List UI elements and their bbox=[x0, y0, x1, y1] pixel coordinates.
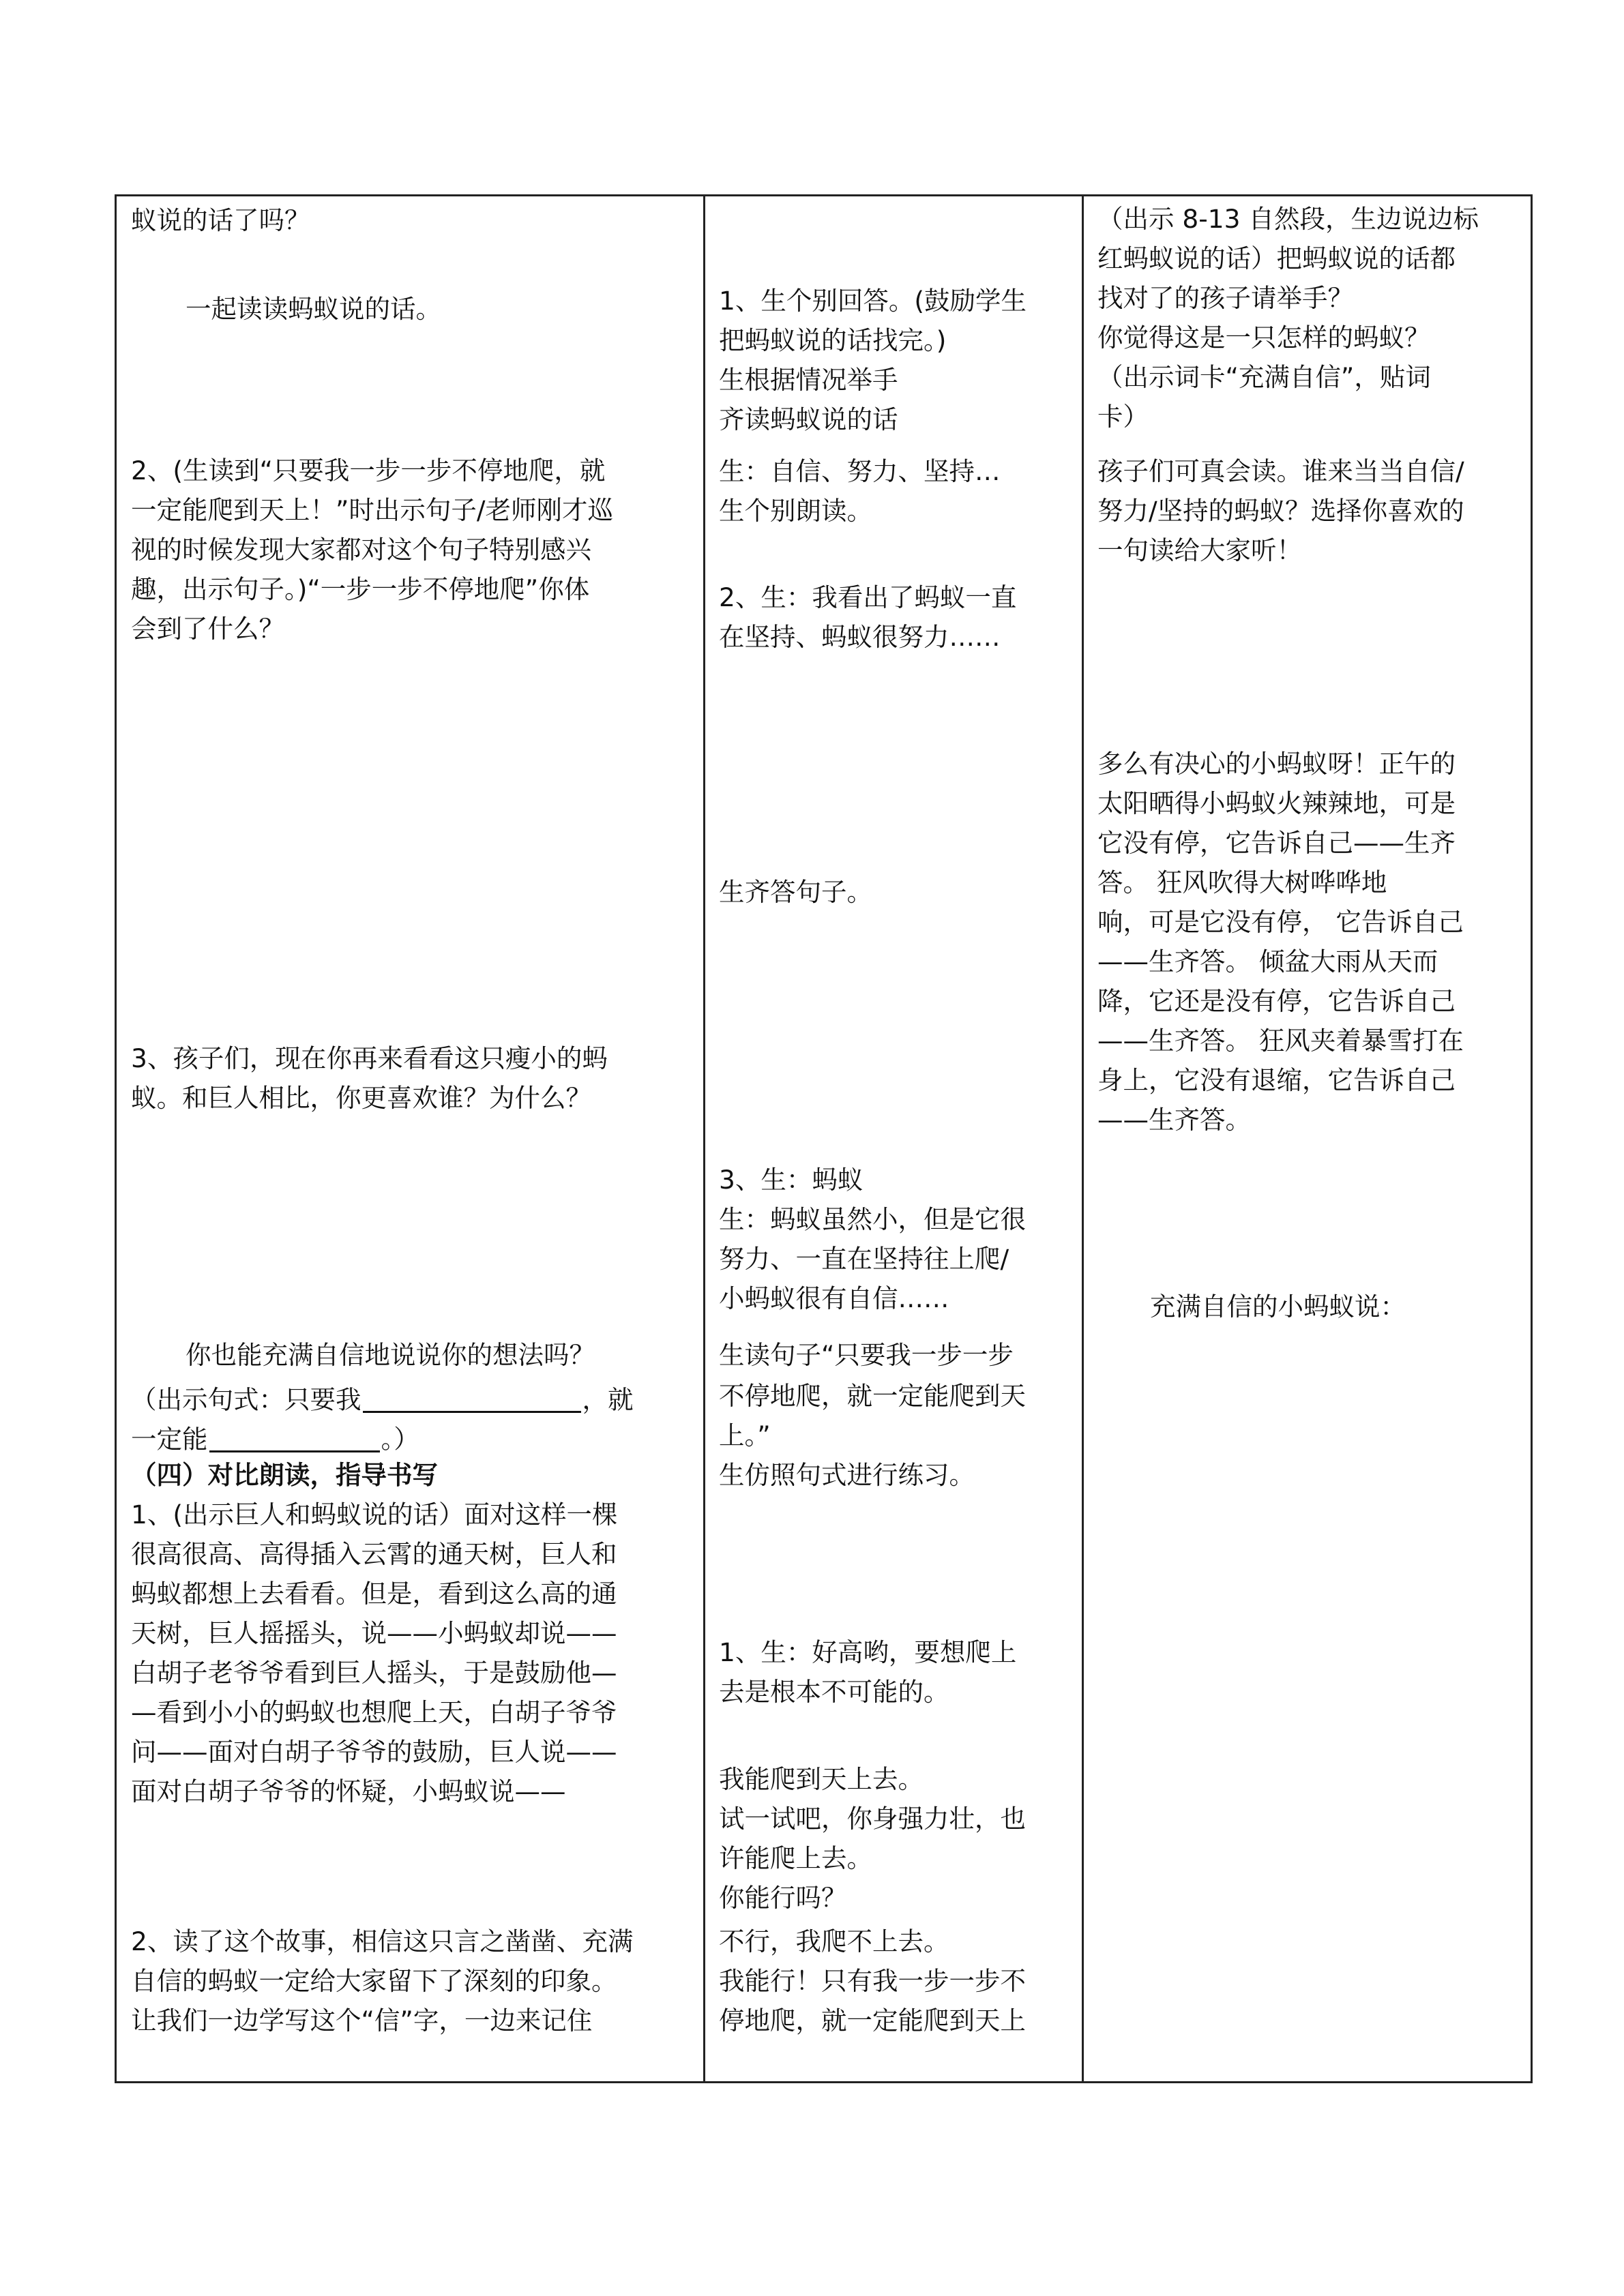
student-activity-column bbox=[705, 196, 1082, 2081]
text-line: 你能行吗？ bbox=[719, 1883, 847, 1913]
text-line: 把蚂蚁说的话找完。) bbox=[719, 325, 947, 355]
text-line: 它没有停，它告诉自己——生齐 bbox=[1097, 828, 1456, 858]
text-line: 白胡子老爷爷看到巨人摇头，于是鼓励他— bbox=[131, 1658, 617, 1688]
text-line: 身上，它没有退缩，它告诉自己 bbox=[1097, 1065, 1456, 1095]
text-line: 天树，巨人摇摇头，说——小蚂蚁却说—— bbox=[131, 1618, 617, 1648]
text-line: 一定能 bbox=[131, 1424, 208, 1455]
design-notes-column bbox=[1084, 196, 1533, 2081]
text-line: 生仿照句式进行练习。 bbox=[719, 1460, 975, 1490]
text-line: 一起读读蚂蚁说的话。 bbox=[186, 294, 441, 324]
text-line: 生根据情况举手 bbox=[719, 365, 898, 395]
text-line: 生个别朗读。 bbox=[719, 496, 872, 526]
text-line: 蚁说的话了吗？ bbox=[131, 205, 310, 235]
blank-field[interactable] bbox=[209, 1423, 380, 1452]
text-line: 生读句子“只要我一步一步 bbox=[719, 1340, 1014, 1370]
text-line: 1、生：好高哟，要想爬上 bbox=[719, 1637, 1017, 1667]
text-line: 3、孩子们，现在你再来看看这只瘦小的蚂 bbox=[131, 1043, 608, 1073]
text-line: 视的时候发现大家都对这个句子特别感兴 bbox=[131, 535, 591, 565]
text-line: 答。 狂风吹得大树哗哗地 bbox=[1097, 867, 1387, 897]
text-line: 试一试吧，你身强力壮，也 bbox=[719, 1804, 1026, 1834]
text-line: ，就 bbox=[582, 1384, 634, 1415]
text-line: 降，它还是没有停，它告诉自己 bbox=[1097, 986, 1456, 1016]
lesson-plan-table bbox=[115, 194, 1533, 2083]
text-line: 2、读了这个故事，相信这只言之凿凿、充满 bbox=[131, 1926, 634, 1956]
text-line: 会到了什么？ bbox=[131, 614, 284, 644]
text-line: 孩子们可真会读。谁来当当自信/ bbox=[1097, 456, 1464, 486]
text-line: 在坚持、蚂蚁很努力…… bbox=[719, 622, 1001, 652]
text-line: 不停地爬，就一定能爬到天 bbox=[719, 1381, 1026, 1411]
text-line: 努力/坚持的蚂蚁？选择你喜欢的 bbox=[1097, 496, 1464, 526]
text-line: 小蚂蚁很有自信…… bbox=[719, 1283, 949, 1313]
text-line: 你也能充满自信地说说你的想法吗？ bbox=[186, 1340, 595, 1370]
text-line: 生：蚂蚁虽然小，但是它很 bbox=[719, 1204, 1026, 1234]
text-line: 问——面对白胡子爷爷的鼓励，巨人说—— bbox=[131, 1737, 617, 1767]
text-line: ——生齐答。 bbox=[1097, 1105, 1251, 1135]
text-line: 红蚂蚁说的话）把蚂蚁说的话都 bbox=[1097, 243, 1456, 273]
text-line: ——生齐答。 倾盆大雨从天而 bbox=[1097, 946, 1438, 976]
text-line: 你觉得这是一只怎样的蚂蚁？ bbox=[1097, 323, 1430, 353]
text-line: 努力、一直在坚持往上爬/ bbox=[719, 1244, 1009, 1274]
text-line: 2、生：我看出了蚂蚁一直 bbox=[719, 582, 1017, 612]
text-line: 3、生：蚂蚁 bbox=[719, 1165, 863, 1195]
text-line: （出示 8-13 自然段，生边说边标 bbox=[1097, 204, 1479, 234]
text-line: 生：自信、努力、坚持… bbox=[719, 456, 1001, 486]
text-line: 停地爬，就一定能爬到天上 bbox=[719, 2006, 1026, 2036]
text-line: 1、生个别回答。(鼓励学生 bbox=[719, 286, 1027, 316]
text-line: 上。” bbox=[719, 1420, 771, 1450]
blank-field[interactable] bbox=[363, 1384, 581, 1413]
text-line: 蚁。和巨人相比，你更喜欢谁？为什么？ bbox=[131, 1083, 591, 1113]
text-line: 我能行！只有我一步一步不 bbox=[719, 1966, 1026, 1996]
text-line: 一句读给大家听！ bbox=[1097, 535, 1302, 565]
text-line: （出示句式：只要我 bbox=[131, 1384, 361, 1415]
text-line: 充满自信的小蚂蚁说： bbox=[1150, 1292, 1406, 1322]
text-line: 齐读蚂蚁说的话 bbox=[719, 404, 898, 434]
text-line: 一定能爬到天上！”时出示句子/老师刚才巡 bbox=[131, 495, 614, 525]
sentence-pattern-line bbox=[131, 1384, 634, 1413]
text-line: —看到小小的蚂蚁也想爬上天，白胡子爷爷 bbox=[131, 1697, 617, 1727]
text-line: 蚂蚁都想上去看看。但是，看到这么高的通 bbox=[131, 1579, 617, 1609]
text-line: 响，可是它没有停， 它告诉自己 bbox=[1097, 907, 1464, 937]
text-line: 2、(生读到“只要我一步一步不停地爬，就 bbox=[131, 456, 606, 486]
text-line: 多么有决心的小蚂蚁呀！正午的 bbox=[1097, 749, 1456, 779]
text-line: 自信的蚂蚁一定给大家留下了深刻的印象。 bbox=[131, 1966, 617, 1996]
text-line: 去是根本不可能的。 bbox=[719, 1677, 949, 1707]
text-line: 。） bbox=[381, 1424, 419, 1455]
section-heading: （四）对比朗读，指导书写 bbox=[131, 1460, 438, 1490]
text-line: （出示词卡“充满自信”，贴词 bbox=[1097, 362, 1431, 392]
text-line: 不行，我爬不上去。 bbox=[719, 1926, 949, 1956]
text-line: ——生齐答。 狂风夹着暴雪打在 bbox=[1097, 1026, 1464, 1056]
sentence-pattern-line bbox=[131, 1423, 419, 1455]
text-line: 1、(出示巨人和蚂蚁说的话）面对这样一棵 bbox=[131, 1500, 618, 1530]
text-line: 趣，出示句子。)“一步一步不停地爬”你体 bbox=[131, 574, 590, 604]
teacher-activity-column bbox=[117, 196, 703, 2081]
text-line: 让我们一边学写这个“信”字，一边来记住 bbox=[131, 2006, 593, 2036]
text-line: 面对白胡子爷爷的怀疑，小蚂蚁说—— bbox=[131, 1776, 566, 1806]
text-line: 我能爬到天上去。 bbox=[719, 1764, 924, 1794]
text-line: 卡） bbox=[1097, 402, 1149, 432]
text-line: 许能爬上去。 bbox=[719, 1843, 872, 1873]
text-line: 找对了的孩子请举手？ bbox=[1097, 283, 1353, 313]
text-line: 太阳晒得小蚂蚁火辣辣地，可是 bbox=[1097, 788, 1456, 818]
text-line: 生齐答句子。 bbox=[719, 877, 872, 907]
text-line: 很高很高、高得插入云霄的通天树，巨人和 bbox=[131, 1539, 617, 1569]
